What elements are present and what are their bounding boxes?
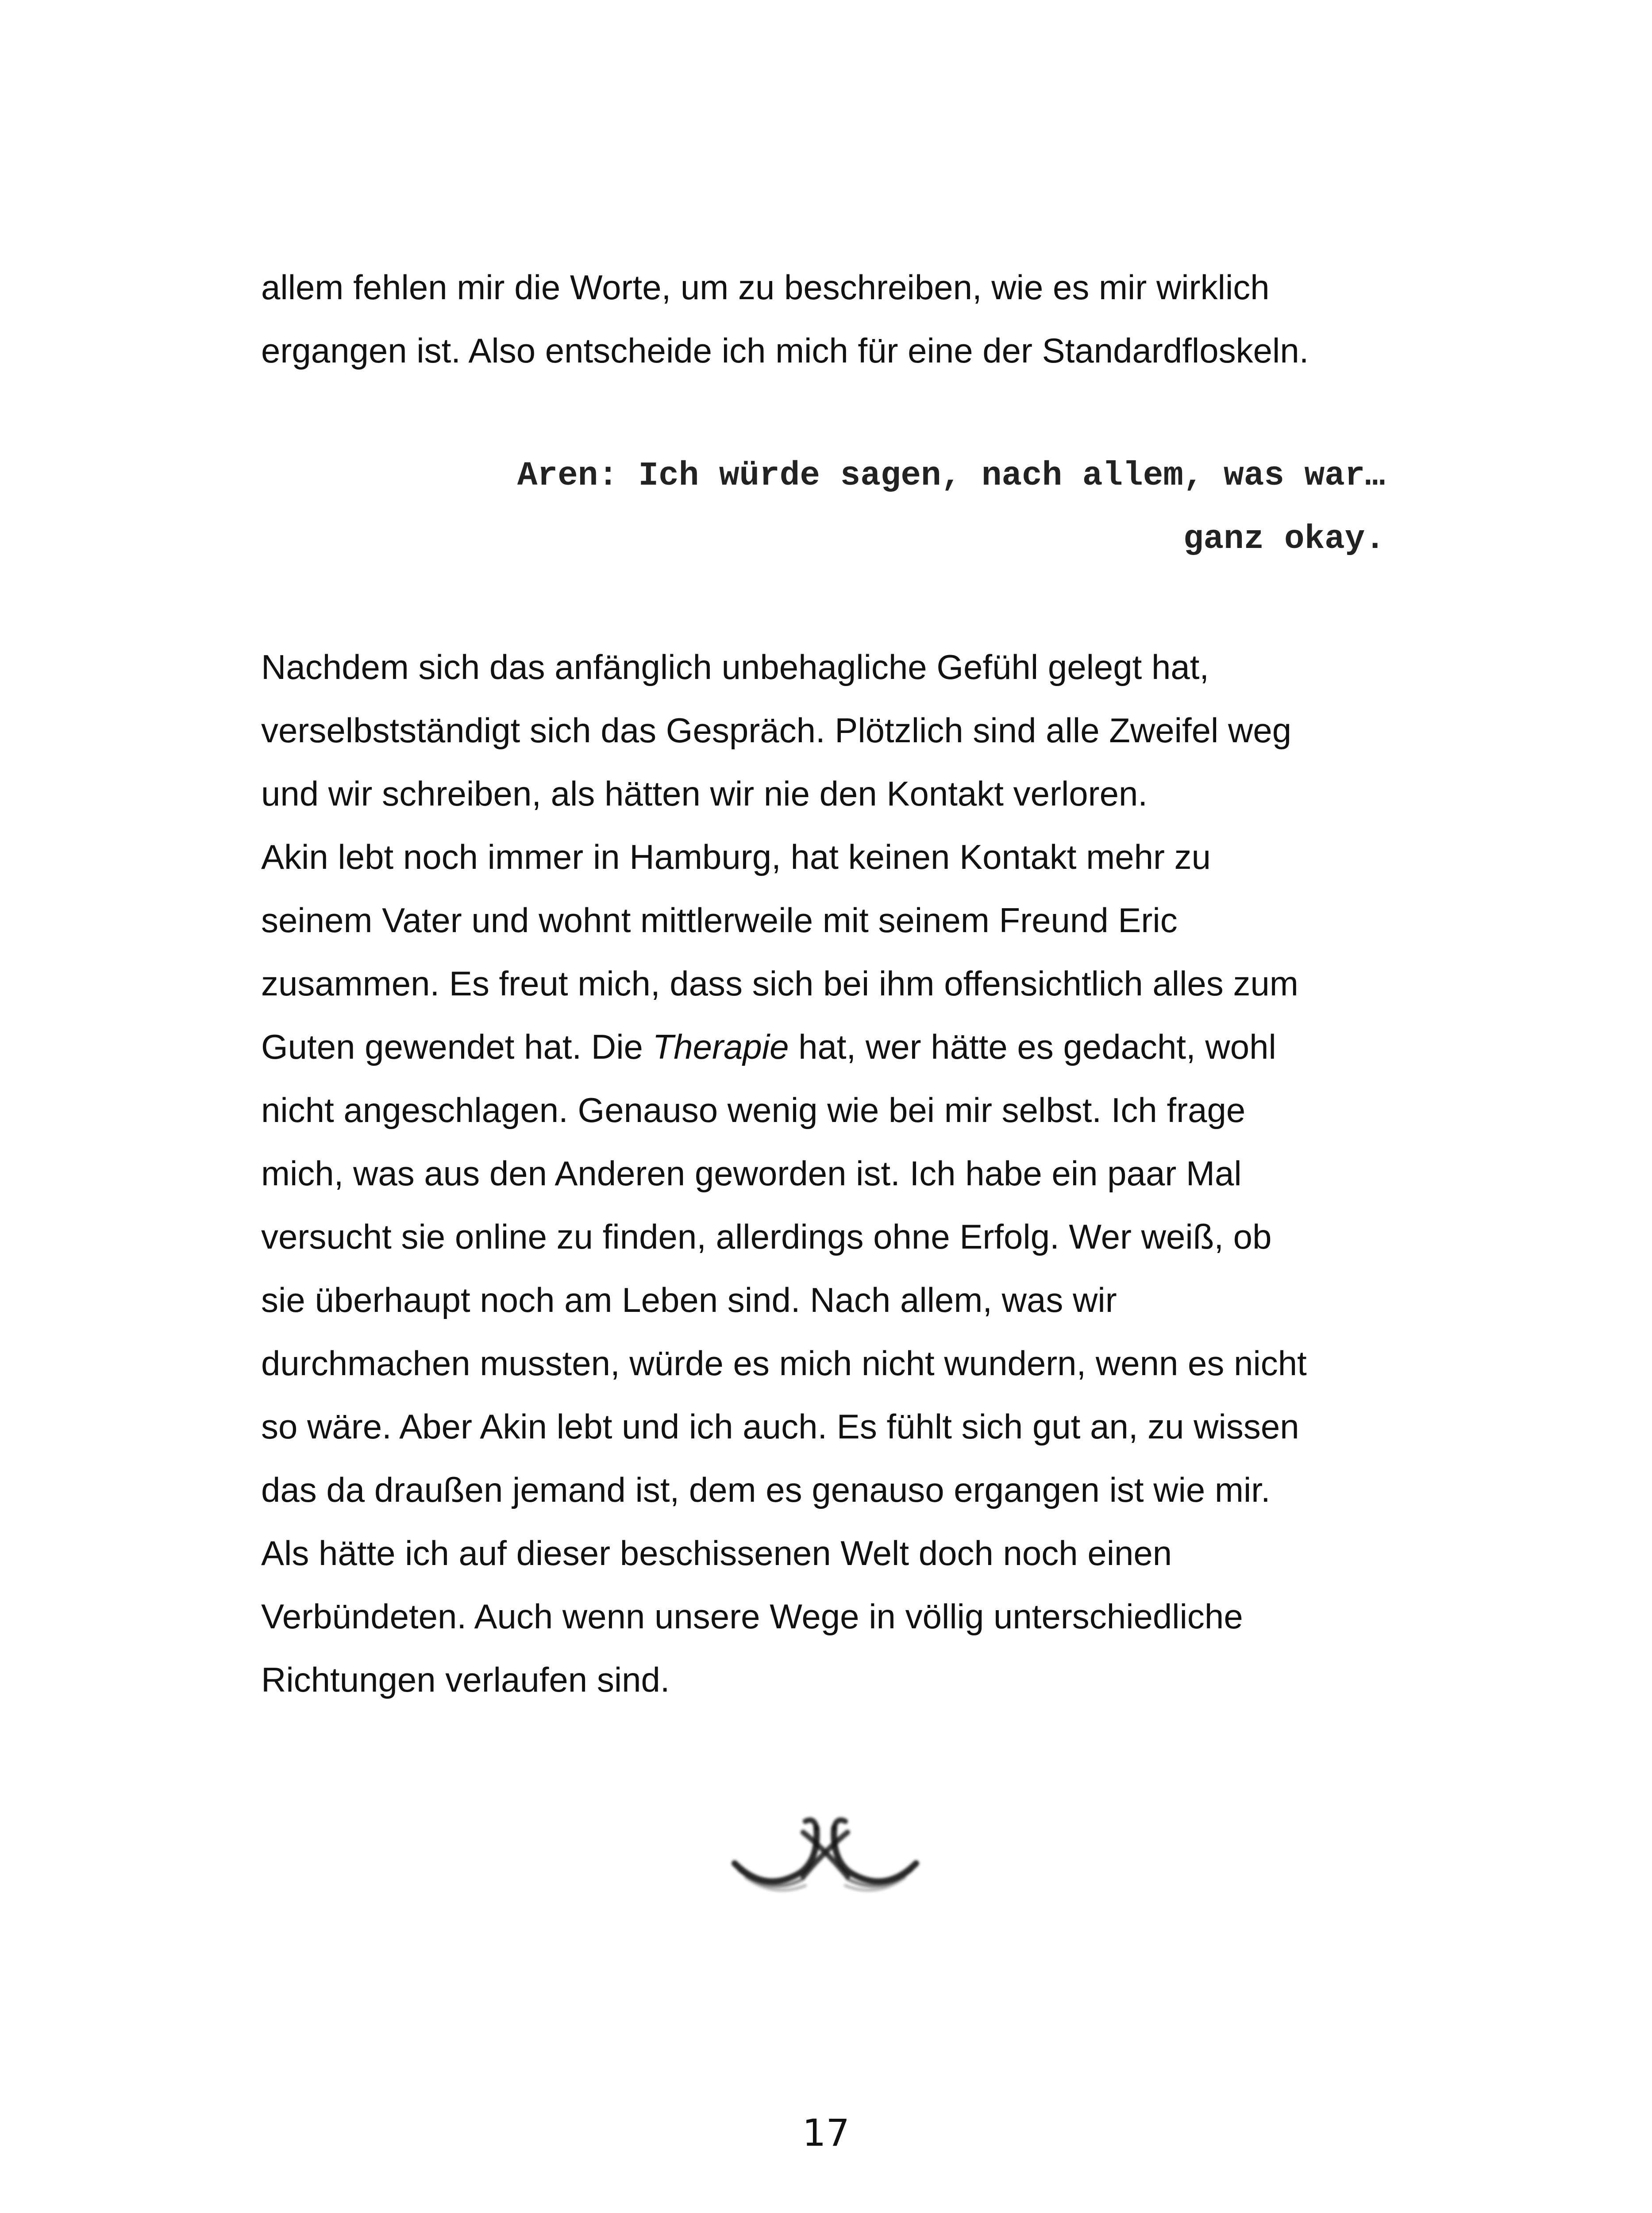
text-line: sie überhaupt noch am Leben sind. Nach allem, was wir <box>261 1280 1117 1319</box>
text-line: Verbündeten. Auch wenn unsere Wege in völlig unterschiedliche <box>261 1597 1243 1636</box>
text-line: zusammen. Es freut mich, dass sich bei ihm offensichtlich alles zum <box>261 964 1298 1003</box>
scene-break-swash-icon <box>726 1797 925 1903</box>
text-line: ergangen ist. Also entscheide ich mich für eine der Standardfloskeln. <box>261 331 1309 370</box>
page-number: 17 <box>802 2111 850 2155</box>
text-line: so wäre. Aber Akin lebt und ich auch. Es fühlt sich gut an, zu wissen <box>261 1407 1299 1446</box>
text-line: und wir schreiben, als hätten wir nie den Kontakt verloren. <box>261 774 1148 813</box>
text-line: Richtungen verlaufen sind. <box>261 1660 670 1699</box>
text-line: mich, was aus den Anderen geworden ist. Ich habe ein paar Mal <box>261 1154 1242 1193</box>
dialogue-line: Aren: Ich würde sagen, nach allem, was war… <box>517 457 1385 495</box>
paragraph-main <box>261 636 1385 1712</box>
text-line: versucht sie online zu finden, allerdings ohne Erfolg. Wer weiß, ob <box>261 1217 1272 1256</box>
text-line: Akin lebt noch immer in Hamburg, hat keinen Kontakt mehr zu <box>261 837 1211 876</box>
paragraph-opening <box>261 256 1385 382</box>
emphasis-therapie: Therapie <box>652 1027 789 1066</box>
text-line: Nachdem sich das anfänglich unbehagliche Gefühl gelegt hat, <box>261 648 1209 686</box>
chat-dialogue-block <box>367 444 1385 571</box>
text-line: nicht angeschlagen. Genauso wenig wie bei mir selbst. Ich frage <box>261 1091 1246 1130</box>
text-segment: hat, wer hätte es gedacht, wohl <box>789 1027 1276 1066</box>
dialogue-line: ganz okay. <box>1183 520 1385 558</box>
text-line <box>261 1015 1385 1079</box>
text-line: das da draußen jemand ist, dem es genauso ergangen ist wie mir. <box>261 1470 1271 1509</box>
text-line: durchmachen mussten, würde es mich nicht wundern, wenn es nicht <box>261 1344 1307 1383</box>
text-line: allem fehlen mir die Worte, um zu beschreiben, wie es mir wirklich <box>261 268 1270 307</box>
text-line: verselbstständigt sich das Gespräch. Plötzlich sind alle Zweifel weg <box>261 711 1292 750</box>
text-line: Als hätte ich auf dieser beschissenen Welt doch noch einen <box>261 1534 1172 1573</box>
text-segment: Guten gewendet hat. Die <box>261 1027 653 1066</box>
text-line: seinem Vater und wohnt mittlerweile mit seinem Freund Eric <box>261 901 1178 940</box>
